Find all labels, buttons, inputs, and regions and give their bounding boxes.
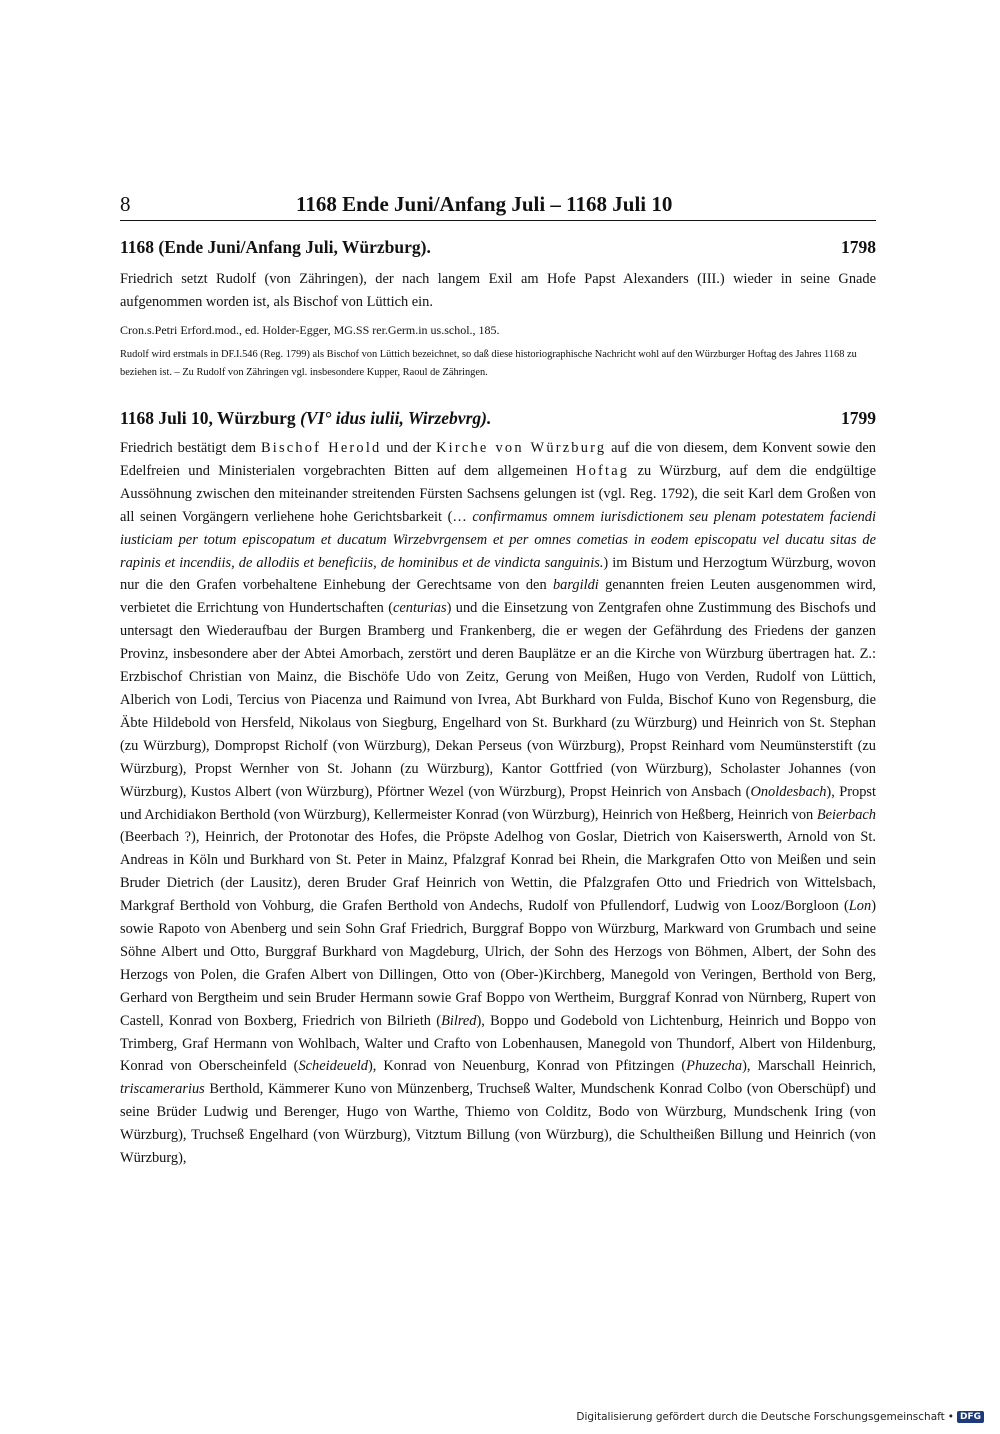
regest-number: 1799 <box>841 408 876 428</box>
running-title: 1168 Ende Juni/Anfang Juli – 1168 Juli 10 <box>296 192 673 216</box>
regest-text: Friedrich setzt Rudolf (von Zähringen), der nach langem Exil am Hofe Papst Alexanders (III.) wieder in seine Gnade aufgenommen worden ist, als Bischof von Lüttich ein. <box>120 271 876 310</box>
text-run: zu Würzburg, auf dem die endgültige Aussöhnung zwischen den miteinander streitenden Fürsten Sachsens gelungen ist (vgl. Reg. 1792), die seit Karl dem Großen von all seinen Vorgängern verliehene hohe Gerichtsbarkeit (… <box>120 462 876 525</box>
latin-term: Beierbach <box>816 806 876 823</box>
text-run: auf die von diesem, dem Konvent sowie den Edelfreien und Ministerialen vorgebrachten Bitten auf dem allgemeinen <box>120 440 876 479</box>
text-run: ), Propst und Archidiakon Berthold (von Würzburg), Kellermeister Konrad (von Würzburg), Heinrich von Heßberg, Heinrich von <box>120 783 876 823</box>
footer-credit: Digitalisierung gefördert durch die Deutsche Forschungsgemeinschaft <box>576 1411 945 1423</box>
text-run: ), Marschall Heinrich, <box>742 1058 877 1075</box>
regest-text <box>120 437 876 1170</box>
commentary-note: Rudolf wird erstmals in DF.I.546 (Reg. 1799) als Bischof von Lüttich bezeichnet, so daß diese historiographische Nachricht wohl auf den Würzburger Hoftag des Jahres 1168 zu beziehen ist. – Zu Rudolf von Zähringen vgl. insbesondere Kupper, Raoul de Zähringen. <box>120 349 857 378</box>
entry-date-place <box>120 408 491 429</box>
latin-term: Bilred <box>441 1012 477 1029</box>
spaced-name: Hoftag <box>576 462 630 479</box>
entry-date-place-latin: (VI° idus iulii, Wirzebvrg). <box>300 408 492 428</box>
entry-date-place: 1168 (Ende Juni/Anfang Juli, Würzburg). <box>120 237 431 257</box>
spaced-name: Bischof Herold <box>260 440 382 456</box>
text-run: genannten freien Leuten ausgenommen wird, verbietet die Errichtung von Hundertschaften ( <box>120 577 876 617</box>
entry-date-place-plain: 1168 Juli 10, Würzburg <box>120 408 301 428</box>
running-head <box>120 190 876 221</box>
text-run: ), Boppo und Godebold von Lichtenburg, Heinrich und Boppo von Trimberg, Graf Hermann von Wohlbach, Walter und Crafto von Lobenhausen, Manegold von Thundorf, Albert von Hildenburg, Konrad von Oberscheinfeld ( <box>120 1012 877 1075</box>
text-run: ) und die Einsetzung von Zentgrafen ohne Zustimmung des Bischofs und untersagt den Wiederaufbau der Burgen Bramberg und Frankenberg, die er wegen der Gefährdung des Friedens der ganzen Provinz, insbesondere aber der Abtei Amorbach, zerstört und deren Bauplätze er an die Kirche von Würzburg übertragen hat. Z.: Erzbischof Christian von Mainz, die Bischöfe Udo von Zeitz, Gerung von Meißen, Hugo von Verden, Rudolf von Lüttich, Alberich von Lodi, Tercius von Piacenza und Raimund von Ivrea, Abt Burkhard von Fulda, Bischof Kuno von Regensburg, die Äbte Hildebold von Hersfeld, Nikolaus von Siegburg, Engelhard von St. Burkhard (zu Würzburg) und Heinrich von St. Stephan (zu Würzburg), Dompropst Richolf (von Würzburg), Dekan Perseus (von Würzburg), Propst Reinhard vom Neumünsterstift (zu Würzburg), Propst Wernher von St. Johann (zu Würzburg), Kantor Gottfried (von Würzburg), Scholaster Johannes (von Würzburg), Kustos Albert (von Würzburg), Pförtner Wezel (von Würzburg), Propst Heinrich von Ansbach ( <box>120 600 876 800</box>
latin-term: Lon <box>848 898 872 915</box>
regest-1799 <box>120 408 876 1170</box>
latin-term: bargildi <box>552 577 599 594</box>
latin-quote: confirmamus omnem iurisdictionem seu plenam potestatem faciendi iusticiam per totum episcopatum et ducatum Wirzebvrgensem et per omnes cometias in eodem episcopatu vel ducatu sitas de rapinis et incendiis, de allodiis et beneficiis, de hominibus et de vindicta sanguinis. <box>120 508 876 571</box>
text-run: ) im Bistum und Herzogtum Würzburg, wovon nur die den Grafen vorbehaltene Einhebung der Gerechtsame von den <box>120 554 876 594</box>
latin-term: triscamerarius <box>120 1081 205 1098</box>
footer-separator: • <box>947 1411 954 1423</box>
spaced-name: Kirche von Würzburg <box>436 440 607 456</box>
text-run: ) sowie Rapoto von Abenberg und sein Sohn Graf Friedrich, Burggraf Boppo von Würzburg, Markward von Grumbach und seine Söhne Albert und Otto, Burggraf Burkhard von Magdeburg, Ulrich, der Sohn des Herzogs von Böhmen, Albert, der Sohn des Herzogs von Polen, die Grafen Albert von Dillingen, Otto von (Ober-)Kirchberg, Manegold von Veringen, Berthold von Berg, Gerhard von Bergtheim und sein Bruder Hermann sowie Graf Boppo von Wertheim, Burggraf Konrad von Nürnberg, Rupert von Castell, Konrad von Boxberg, Friedrich von Bilrieth ( <box>120 898 876 1029</box>
dfg-footer <box>576 1411 984 1423</box>
dfg-logo-icon: DFG <box>957 1411 984 1423</box>
document-page <box>120 190 876 1170</box>
text-run: und der <box>381 440 437 456</box>
page-number: 8 <box>120 192 131 216</box>
latin-term: centurias <box>393 600 447 617</box>
text-run: Friedrich bestätigt dem <box>120 440 261 456</box>
entry-heading <box>120 408 876 429</box>
latin-term: Scheideueld <box>298 1058 368 1075</box>
source-citation: Cron.s.Petri Erford.mod., ed. Holder-Egger, MG.SS rer.Germ.in us.schol., 185. <box>120 323 500 337</box>
regest-1798 <box>120 237 876 382</box>
text-run: ), Konrad von Neuenburg, Konrad von Pfitzingen ( <box>368 1058 687 1075</box>
text-run: (Beerbach ?), Heinrich, der Protonotar des Hofes, die Pröpste Adelhog von Goslar, Dietrich von Kaiserswerth, Arnold von St. Andreas in Köln und Burkhard von St. Peter in Mainz, Pfalzgraf Konrad bei Rhein, die Markgrafen Otto von Meißen und sein Bruder Dietrich (der Lausitz), deren Bruder Graf Heinrich von Wettin, die Pfalzgrafen Otto und Friedrich von Wittelsbach, Markgraf Berthold von Vohburg, die Grafen Berthold von Andechs, Rudolf von Pfullendorf, Ludwig von Looz/Borgloon ( <box>120 829 876 915</box>
entry-heading <box>120 237 876 258</box>
latin-term: Phuzecha <box>686 1058 743 1075</box>
regest-number: 1798 <box>841 237 876 257</box>
text-run: Berthold, Kämmerer Kuno von Münzenberg, Truchseß Walter, Mundschenk Konrad Colbo (von Oberschüpf) und seine Brüder Ludwig und Berenger, Hugo von Warthe, Thiemo von Colditz, Bodo von Würzburg, Mundschenk Iring (von Würzburg), Truchseß Engelhard (von Würzburg), Vitztum Billung (von Würzburg), die Schultheißen Billung und Heinrich (von Würzburg), <box>120 1081 876 1167</box>
latin-term: Onoldesbach <box>750 783 827 800</box>
